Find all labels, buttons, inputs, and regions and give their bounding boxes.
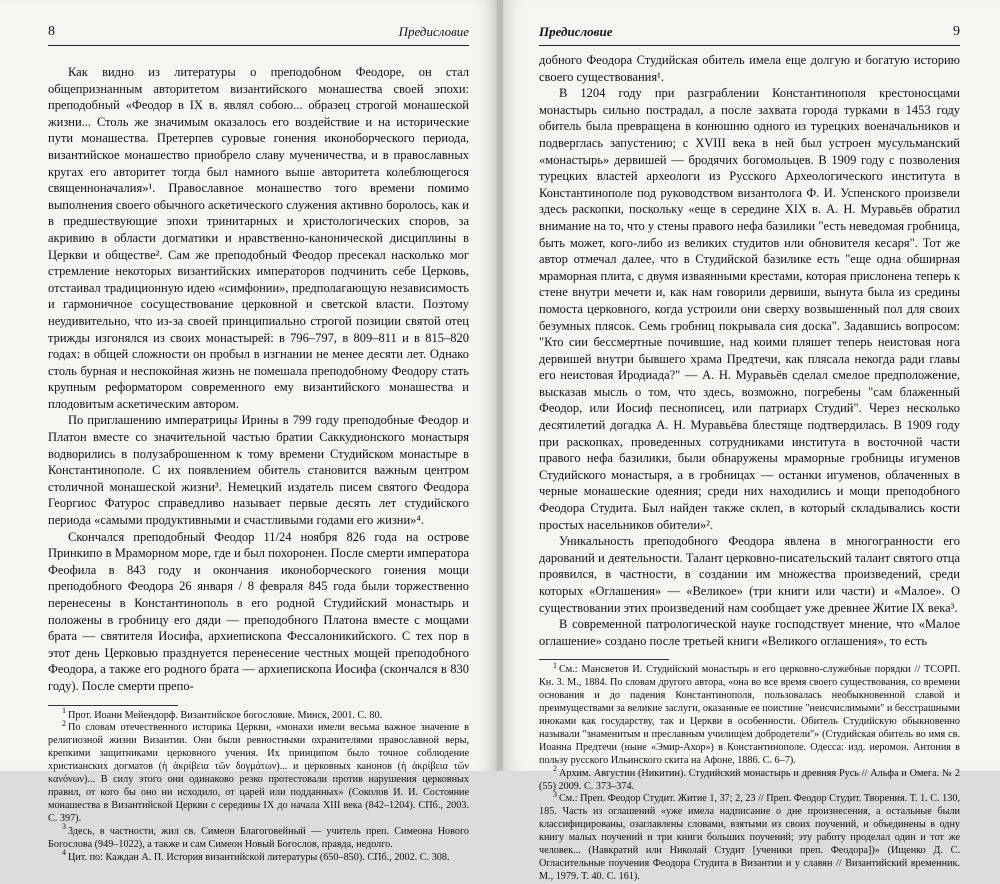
running-title: Предисловие — [398, 24, 469, 39]
footnote — [539, 660, 960, 767]
right-page-header — [539, 24, 960, 44]
footnote — [48, 719, 469, 825]
right-footnotes — [539, 660, 960, 883]
footnote-rule — [48, 705, 178, 706]
page-number: 9 — [953, 24, 960, 39]
footnote-text: По словам отечественного историка Церкви, «монахи имели весьма важное значение в религиозной жизни Византии. Они были ревностными охранителями православной веры, крепкими защитниками церковного учения. Их принципом было точное соблюдение христианских догматов (ἡ ἀκρίβεια τῶν δογμάτων)... и церковных канонов (ἡ ἀκρίβεια τῶν κανόνων)... В силу этого они одинаково резко протестовали против нарушения церковных правил, от кого бы оно ни исходило, от царей или подданных» (Соколов И. И. Состояние монашества в Византийской Церкви с середины IX до начала XIII века (842–1204). СПб., 2003. С. 397). — [48, 722, 469, 824]
footnote — [48, 822, 469, 852]
left-page-body — [48, 64, 469, 695]
right-page — [503, 0, 1000, 882]
footnote-text: Цит. по: Каждан А. П. История византийской литературы (650–850). СПб., 2002. С. 308. — [68, 851, 450, 863]
paragraph: добного Феодора Студийская обитель имела еще долгую и богатую историю своего существования¹. — [539, 53, 960, 84]
paragraph: В 1204 году при разграблении Константинополя крестоносцами монастырь сильно пострадал, а после захвата города турками в 1453 году обитель была превращена в конюшню одного из турецких военачальников и подверглась запустению; с XVIII века в ней был устроен мусульманский «монастырь» дервишей — бродячих богомольцев. В 1909 году с позволения турецких властей археологи из Русского Археологического института в Константинополе под руководством византолога Ф. И. Успенского произвели здесь раскопки, поскольку «еще в середине XIX в. А. Н. Муравьёв обратил внимание на то, что у стены правого нефа базилики "есть неведомая гробница, быть может, кого-либо из великих студитов или обновителя кесаря". Тот же автор отмечал далее, что в Студийской базилике есть "еще одна обширная мраморная плита, с двумя изваянными крестами, которая прислонена теперь к стене внутри мечети и, как нам говорили дервиши, вынута была из средины помоста церковного, когда устроили они сверху возвышенный пол для своих безумных плясок. Семь гробниц покрывала сия доска". Задавшись вопросом: "Кто сии бессмертные почившие, над коими пляшет теперь неистовая нога дервишей внутри бывшего храма Предтечи, как плясала некогда ради главы его неистовая Иродиада?" — А. Н. Муравьёв сделал смелое предположение, высказав мысль о том, что здесь, возможно, погребены "сам блаженный Феодор, или Иосиф песнописец, или патриарх Студий". Через несколько десятилетий догадка А. Н. Муравьёва блестяще подтвердилась. В 1909 году при раскопках, проведенных сотрудниками института в восточной части правого нефа базилики, были обнаружены мраморные гробницы игуменов Студийского монастыря, а в гробницах — останки игуменов, облаченных в черные монашеские одеяния; среди них находились и мощи преподобного Феодора Студита. Был найден также склеп, в который складывались кости простых насельников обители»². — [539, 86, 960, 532]
footnote — [48, 848, 469, 865]
paragraph: Уникальность преподобного Феодора явлена в многогранности его дарований и деятельности. Талант церковно-писательский талант святого отца проявился, в частности, в создании им множества произведений, среди которых «Оглашения» — «Великое» (три книги или части) и «Малое». О существовании этих произведений нам сообщает уже древнее Житие IX века³. — [539, 534, 960, 615]
footnote-text: Архим. Августин (Никитин). Студийский монастырь и древняя Русь // Альфа и Омега. № 2 (55) 2009. С. 373–374. — [539, 767, 960, 792]
footnote-number: 2 — [553, 764, 557, 774]
footnote — [48, 706, 469, 723]
left-page — [0, 0, 497, 863]
paragraph: В современной патрологической науке господствует мнение, что «Малое оглашение» создано после третьей книги «Великого оглашения», то есть — [539, 617, 960, 648]
paragraph: Скончался преподобный Феодор 11/24 ноября 826 года на острове Принкипо в Мраморном море, где и был похоронен. После смерти императора Феофила в 843 году и окончания иконоборческого гонения мощи преподобного Феодора 26 января / 8 февраля 845 года были торжественно перенесены в Константинополь в его родной Студийский монастырь и положены в гробницу его дяди — преподобного Платона вместе с мощами брата — святителя Иосифа, архиепископа Фессалоникийского. С тех пор в этот день Церковью празднуется перенесение честных мощей преподобного Феодора, а также его родного брата — архиепископа Иосифа (скончался в 830 году). После смерти препо- — [48, 529, 469, 693]
footnote-text: Здесь, в частности, жил св. Симеон Благоговейный — учитель преп. Симеона Нового Богослова (949–1022), а также и сам Симеон Новый Богослов, правда, недолго. — [48, 825, 469, 850]
footnote-text: Прот. Иоанн Мейендорф. Византийское богословие. Минск, 2001. С. 80. — [68, 709, 383, 721]
left-footnotes — [48, 706, 469, 865]
page-number: 8 — [48, 24, 55, 39]
footnote — [539, 790, 960, 883]
paragraph: Как видно из литературы о преподобном Феодоре, он стал общепризнанным авторитетом византийского монашества своей эпохи: преподобный «Феодор в IX в. являл собою... образец строгой монашеской жизни... Столь же значимым оказалось его воздействие и на исторические пути монашества. Претерпев суровые гонения иконоборческого периода, византийское монашество приобрело славу мученичества, и в православных кругах его авторитет тогда был намного выше авторитета колеблющегося священноначалия»¹. Православное монашество того времени помимо выполнения своего обычного аскетического служения активно боролось, как и в предшествующие эпохи тринитарных и христологических споров, за акривию в области догматики и нравственно-канонической дисциплины в Церкви и обществе². Сам же преподобный Феодор пресекал насколько мог стремление некоторых византийских императоров подчинить себе Церковь, отстаивал традиционную идею «симфонии», предполагающую независимость и гармоничное сосуществование церковной и светской власти. Поэтому неудивительно, что из-за своей принципиально строгой позиции святой отец трижды изгонялся из своих монастырей: в 796–797, в 809–811 и в 815–820 годах: в общей сложности он пробыл в изгнании не менее десяти лет. Однако столь бурная и неспокойная жизнь не помешала преподобному Феодору стать крупным реформатором современного ему византийского монашества и плодовитым аскетическим автором. — [48, 65, 469, 411]
footnote-text: См.: Мансветов И. Студийский монастырь и его церковно-служебные порядки // ТСОРП. Кн. 3. М., 1884. По словам другого автора, «она во все время своего существования, со времени основания и до падения Константинополя, пользовалась необыкновенной славой и преимуществами за великие заслуги, оказанные ее поистине "неисчислимыми" и бесстрашными иноками как государству, так и Церкви в особенности. Обитель Студийскую обыкновенно называли "знаменитым и преславным училищем добродетели"» (Студийская обитель во имя св. Иоанна Предтечи (ныне «Эмир-Ахор») в Константинополе. Одесса: изд. иеромон. Антония в пользу русского Ильинского скита на Афоне, 1886. С. 6–7). — [539, 664, 960, 766]
running-title: Предисловие — [539, 24, 613, 39]
left-page-header — [48, 24, 469, 44]
header-rule — [539, 45, 960, 46]
footnote-text: См.: Преп. Феодор Студит. Житие 1, 37; 2, 23 // Преп. Феодор Студит. Творения. Т. 1. С. 130, 185. Часть из оглашений «уже имела надписание о дне произнесения, а остальные были классифицированы, озаглавлены словами, взятыми из своих поучений, и объединены в одну книгу малых поучений и три книги больших поучений; эту работу проделал один и тот же человек... (Навкратий или Николай Студит [ученики преп. Феодора])» (Ищенко Д. С. Огласительные поучения Феодора Студита в Византии и у славян // Византийский временник. М., 1979. Т. 40. С. 161). — [539, 793, 960, 882]
header-rule — [48, 45, 469, 46]
paragraph: По приглашению императрицы Ирины в 799 году преподобные Феодор и Платон вместе со значительной частью братии Саккудионского монастыря водворились в полузаброшенном к тому времени Студийском монастыре в Константинополе. С их появлением обитель становится важным центром столичной монашеской жизни³. Немецкий издатель писем святого Феодора Георгиос Фатурос справедливо называет первые десять лет студийского периода «самыми продуктивными и счастливыми годами его жизни»⁴. — [48, 413, 469, 528]
footnote-number: 1 — [553, 660, 557, 670]
right-page-body — [539, 52, 960, 649]
footnote-number: 1 — [62, 706, 66, 716]
footnote-number: 3 — [553, 790, 557, 800]
footnote-number: 2 — [62, 719, 66, 729]
footnote-rule — [539, 659, 669, 660]
footnote-number: 3 — [62, 822, 66, 832]
footnote-number: 4 — [62, 848, 66, 858]
footnote — [539, 764, 960, 794]
